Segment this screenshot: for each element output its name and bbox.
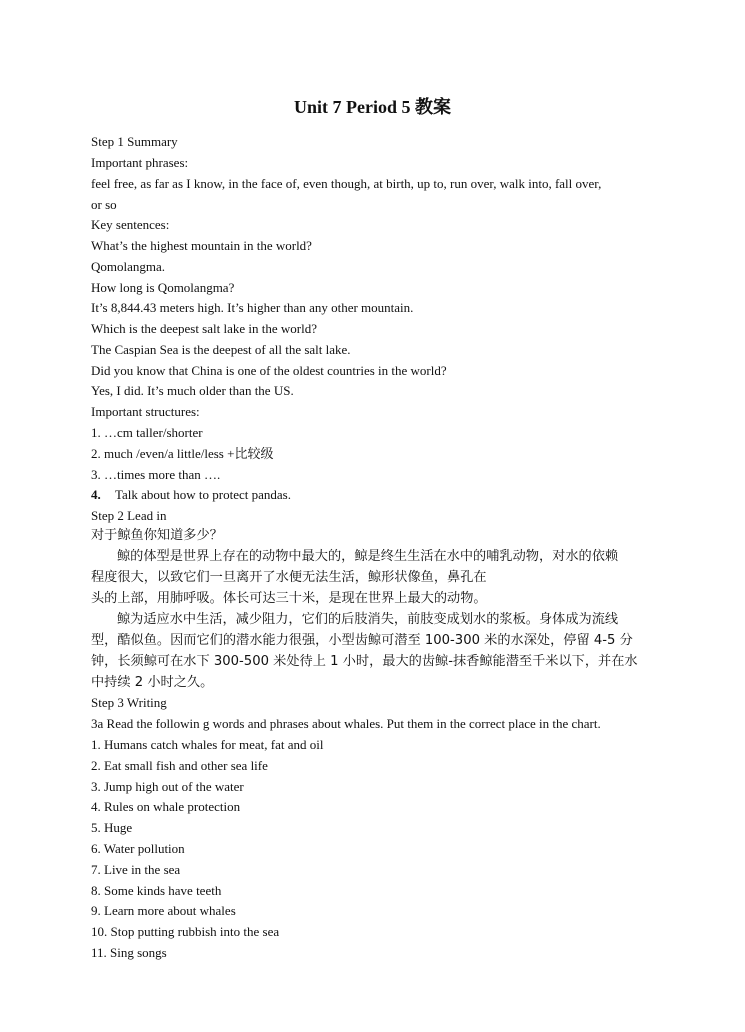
item-number: 4. xyxy=(91,487,101,502)
paragraph-line: 中持续 2 小时之久。 xyxy=(91,675,214,690)
step2-heading: Step 2 Lead in xyxy=(91,508,167,523)
list-item: 3. Jump high out of the water xyxy=(91,779,244,794)
list-item: 10. Stop putting rubbish into the sea xyxy=(91,924,280,939)
structure-item: 1. …cm taller/shorter xyxy=(91,425,203,440)
structure-item-4 xyxy=(91,486,291,504)
step1-heading: Step 1 Summary xyxy=(91,134,178,149)
key-sentence: Qomolangma. xyxy=(91,259,166,274)
list-item: 6. Water pollution xyxy=(91,841,185,856)
key-sentence: Yes, I did. It’s much older than the US. xyxy=(91,383,294,398)
step3-heading: Step 3 Writing xyxy=(91,695,167,710)
key-sentence: Which is the deepest salt lake in the world? xyxy=(91,321,317,336)
phrases-label: Important phrases: xyxy=(91,155,189,170)
list-item: 1. Humans catch whales for meat, fat and oil xyxy=(91,737,324,752)
key-sentence: What’s the highest mountain in the world? xyxy=(91,238,312,253)
list-item: 4. Rules on whale protection xyxy=(91,799,241,814)
sentences-label: Key sentences: xyxy=(91,217,170,232)
structure-item: 3. …times more than …. xyxy=(91,467,221,482)
phrases-line-2: or so xyxy=(91,197,117,212)
paragraph-line: 钟，长须鲸可在水下 300-500 米处待上 1 小时，最大的齿鲸-抹香鲸能潜至千米以下，并在水 xyxy=(91,654,638,669)
lead-in-question: 对于鲸鱼你知道多少？ xyxy=(91,528,223,543)
list-item: 2. Eat small fish and other sea life xyxy=(91,758,268,773)
list-item: 11. Sing songs xyxy=(91,945,167,960)
structure-item: 2. much /even/a little/less +比较级 xyxy=(91,446,274,461)
structures-label: Important structures: xyxy=(91,404,200,419)
paragraph-line: 型，酷似鱼。因而它们的潜水能力很强，小型齿鲸可潜至 100-300 米的水深处，停留 4-5 分 xyxy=(91,633,633,648)
paragraph-line: 鲸为适应水中生活，减少阻力，它们的后肢消失，前肢变成划水的浆板。身体成为流线 xyxy=(117,612,619,627)
paragraph-line: 头的上部，用肺呼吸。体长可达三十米，是现在世界上最大的动物。 xyxy=(91,591,487,606)
list-item: 9. Learn more about whales xyxy=(91,903,236,918)
item-text: Talk about how to protect pandas. xyxy=(115,487,291,502)
paragraph-line: 鲸的体型是世界上存在的动物中最大的，鲸是终生生活在水中的哺乳动物，对水的依赖 xyxy=(117,549,619,564)
key-sentence: How long is Qomolangma? xyxy=(91,280,235,295)
phrases-line-1: feel free, as far as I know, in the face of, even though, at birth, up to, run over, walk into, fall over, xyxy=(91,176,602,191)
key-sentence: The Caspian Sea is the deepest of all the salt lake. xyxy=(91,342,351,357)
page-title: Unit 7 Period 5 教案 xyxy=(294,97,451,117)
list-item: 8. Some kinds have teeth xyxy=(91,883,222,898)
key-sentence: It’s 8,844.43 meters high. It’s higher than any other mountain. xyxy=(91,300,414,315)
list-item: 5. Huge xyxy=(91,820,133,835)
list-item: 7. Live in the sea xyxy=(91,862,181,877)
writing-instruction: 3a Read the followin g words and phrases about whales. Put them in the correct place in the chart. xyxy=(91,716,601,731)
key-sentence: Did you know that China is one of the oldest countries in the world? xyxy=(91,363,447,378)
paragraph-line: 程度很大，以致它们一旦离开了水便无法生活，鲸形状像鱼，鼻孔在 xyxy=(91,570,487,585)
